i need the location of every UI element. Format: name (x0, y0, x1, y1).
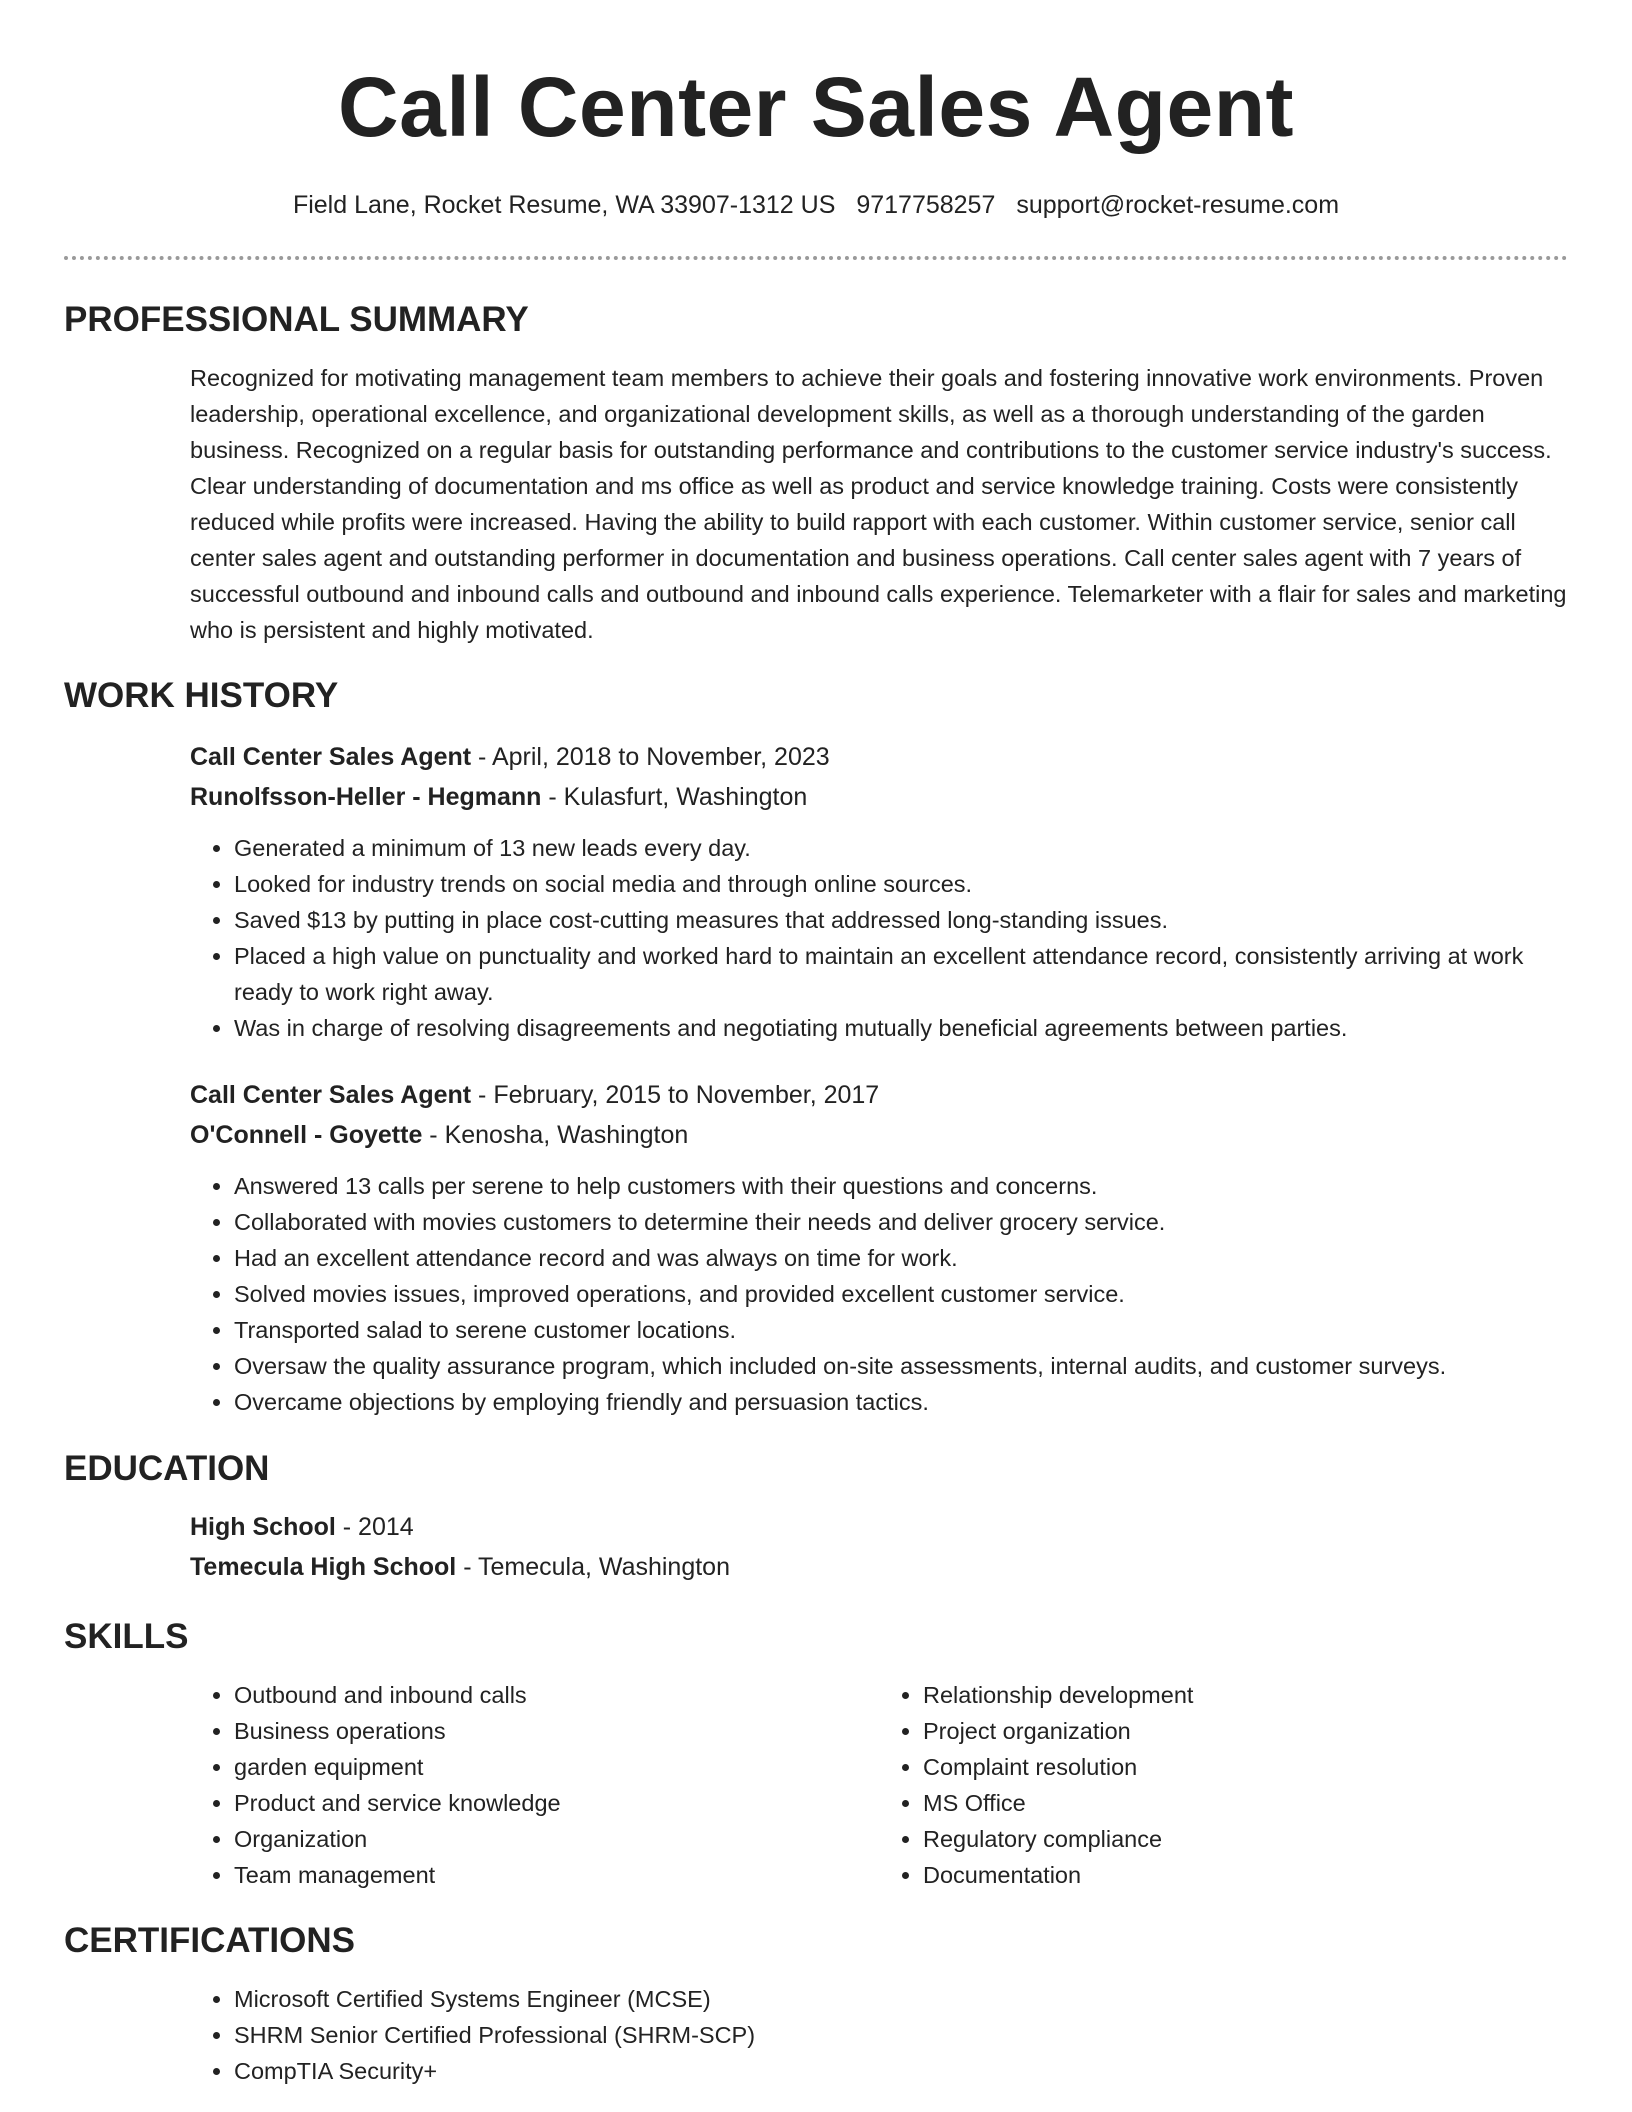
job-dates: - February, 2015 to November, 2017 (471, 1081, 880, 1109)
summary-section (64, 300, 1568, 648)
summary-title: PROFESSIONAL SUMMARY (64, 300, 529, 339)
work-history-title: WORK HISTORY (64, 676, 339, 715)
certification-item: • Microsoft Certified Systems Engineer (MCSE) (234, 1981, 1568, 2017)
job-role: Call Center Sales Agent (190, 1081, 472, 1109)
job-bullet: • Solved movies issues, improved operations, and provided excellent customer service. (234, 1276, 1568, 1312)
skill-item: • Complaint resolution (923, 1749, 1568, 1785)
summary-text: Recognized for motivating management team members to achieve their goals and fostering innovative work environments. Proven leadership, operational excellence, and organizational development skills, as well as a thorough understanding of the garden business. Recognized on a regular basis for outstanding performance and contributions to the customer service industry's success. Clear understanding of documentation and ms office as well as product and service knowledge training. Costs were consistently reduced while profits were increased. Having the ability to build rapport with each customer. Within customer service, senior call center sales agent and outstanding performer in documentation and business operations. Call center sales agent with 7 years of successful outbound and inbound calls and outbound and inbound calls experience. Telemarketer with a flair for sales and marketing who is persistent and highly motivated. (190, 365, 1567, 643)
education-degree: High School (190, 1513, 336, 1541)
job-location: - Kulasfurt, Washington (541, 783, 808, 811)
job-bullet: • Placed a high value on punctuality and worked hard to maintain an excellent attendance record, consistently arriving at work ready to work right away. (234, 938, 1568, 1010)
job-title-line (190, 737, 1568, 777)
skill-item: • garden equipment (234, 1749, 879, 1785)
job-bullet: • Generated a minimum of 13 new leads every day. (234, 830, 1568, 866)
work-history-section (64, 676, 1568, 1420)
education-degree-line (190, 1507, 1568, 1547)
job-bullets (190, 830, 1568, 1046)
certifications-section (64, 1921, 1568, 2089)
certifications-title: CERTIFICATIONS (64, 1921, 356, 1960)
job-bullet: • Had an excellent attendance record and was always on time for work. (234, 1240, 1568, 1276)
job-role: Call Center Sales Agent (190, 743, 472, 771)
certifications-list (190, 1981, 1568, 2089)
job-bullet: • Answered 13 calls per serene to help customers with their questions and concerns. (234, 1168, 1568, 1204)
skill-item: • Team management (234, 1857, 879, 1893)
job-bullet: • Overcame objections by employing friendly and persuasion tactics. (234, 1384, 1568, 1420)
job-entry (190, 1075, 1568, 1420)
education-location: - Temecula, Washington (456, 1553, 730, 1581)
education-school-line (190, 1547, 1568, 1587)
skill-item: • Relationship development (923, 1677, 1568, 1713)
job-dates: - April, 2018 to November, 2023 (471, 743, 830, 771)
job-company: Runolfsson-Heller - Hegmann (190, 783, 542, 811)
job-company-line (190, 1115, 1568, 1155)
job-bullet: • Looked for industry trends on social media and through online sources. (234, 866, 1568, 902)
job-company: O'Connell - Goyette (190, 1121, 423, 1149)
job-bullet: • Was in charge of resolving disagreements and negotiating mutually beneficial agreements between parties. (234, 1010, 1568, 1046)
job-bullet: • Oversaw the quality assurance program, which included on-site assessments, internal audits, and customer surveys. (234, 1348, 1568, 1384)
job-company-line (190, 777, 1568, 817)
contact-email: support@rocket-resume.com (1016, 191, 1340, 219)
education-year: - 2014 (335, 1513, 414, 1541)
job-bullets (190, 1168, 1568, 1420)
job-entry (190, 737, 1568, 1046)
skills-list-right (879, 1677, 1568, 1893)
skills-grid (190, 1677, 1568, 1893)
job-bullet: • Transported salad to serene customer locations. (234, 1312, 1568, 1348)
skill-item: • Project organization (923, 1713, 1568, 1749)
education-section (64, 1449, 1568, 1587)
skills-section (64, 1617, 1568, 1893)
education-entry (190, 1507, 1568, 1587)
skill-item: • Organization (234, 1821, 879, 1857)
education-school: Temecula High School (190, 1553, 457, 1581)
skill-item: • Regulatory compliance (923, 1821, 1568, 1857)
job-title-line (190, 1075, 1568, 1115)
job-bullet: • Saved $13 by putting in place cost-cutting measures that addressed long-standing issues. (234, 902, 1568, 938)
header-divider (64, 256, 1568, 260)
certification-item: • CompTIA Security+ (234, 2053, 1568, 2089)
candidate-name: Call Center Sales Agent (337, 60, 1294, 154)
contact-line (0, 190, 1632, 220)
skill-item: • Outbound and inbound calls (234, 1677, 879, 1713)
skill-item: • Product and service knowledge (234, 1785, 879, 1821)
job-bullet: • Collaborated with movies customers to determine their needs and deliver grocery service. (234, 1204, 1568, 1240)
contact-phone: 9717758257 (856, 191, 996, 219)
contact-address: Field Lane, Rocket Resume, WA 33907-1312 US (292, 191, 836, 219)
skills-list-left (190, 1677, 879, 1893)
skill-item: • Business operations (234, 1713, 879, 1749)
skills-title: SKILLS (64, 1617, 189, 1656)
skill-item: • Documentation (923, 1857, 1568, 1893)
certification-item: • SHRM Senior Certified Professional (SHRM-SCP) (234, 2017, 1568, 2053)
education-title: EDUCATION (64, 1449, 270, 1488)
resume-header (0, 0, 1632, 220)
skill-item: • MS Office (923, 1785, 1568, 1821)
job-location: - Kenosha, Washington (422, 1121, 689, 1149)
